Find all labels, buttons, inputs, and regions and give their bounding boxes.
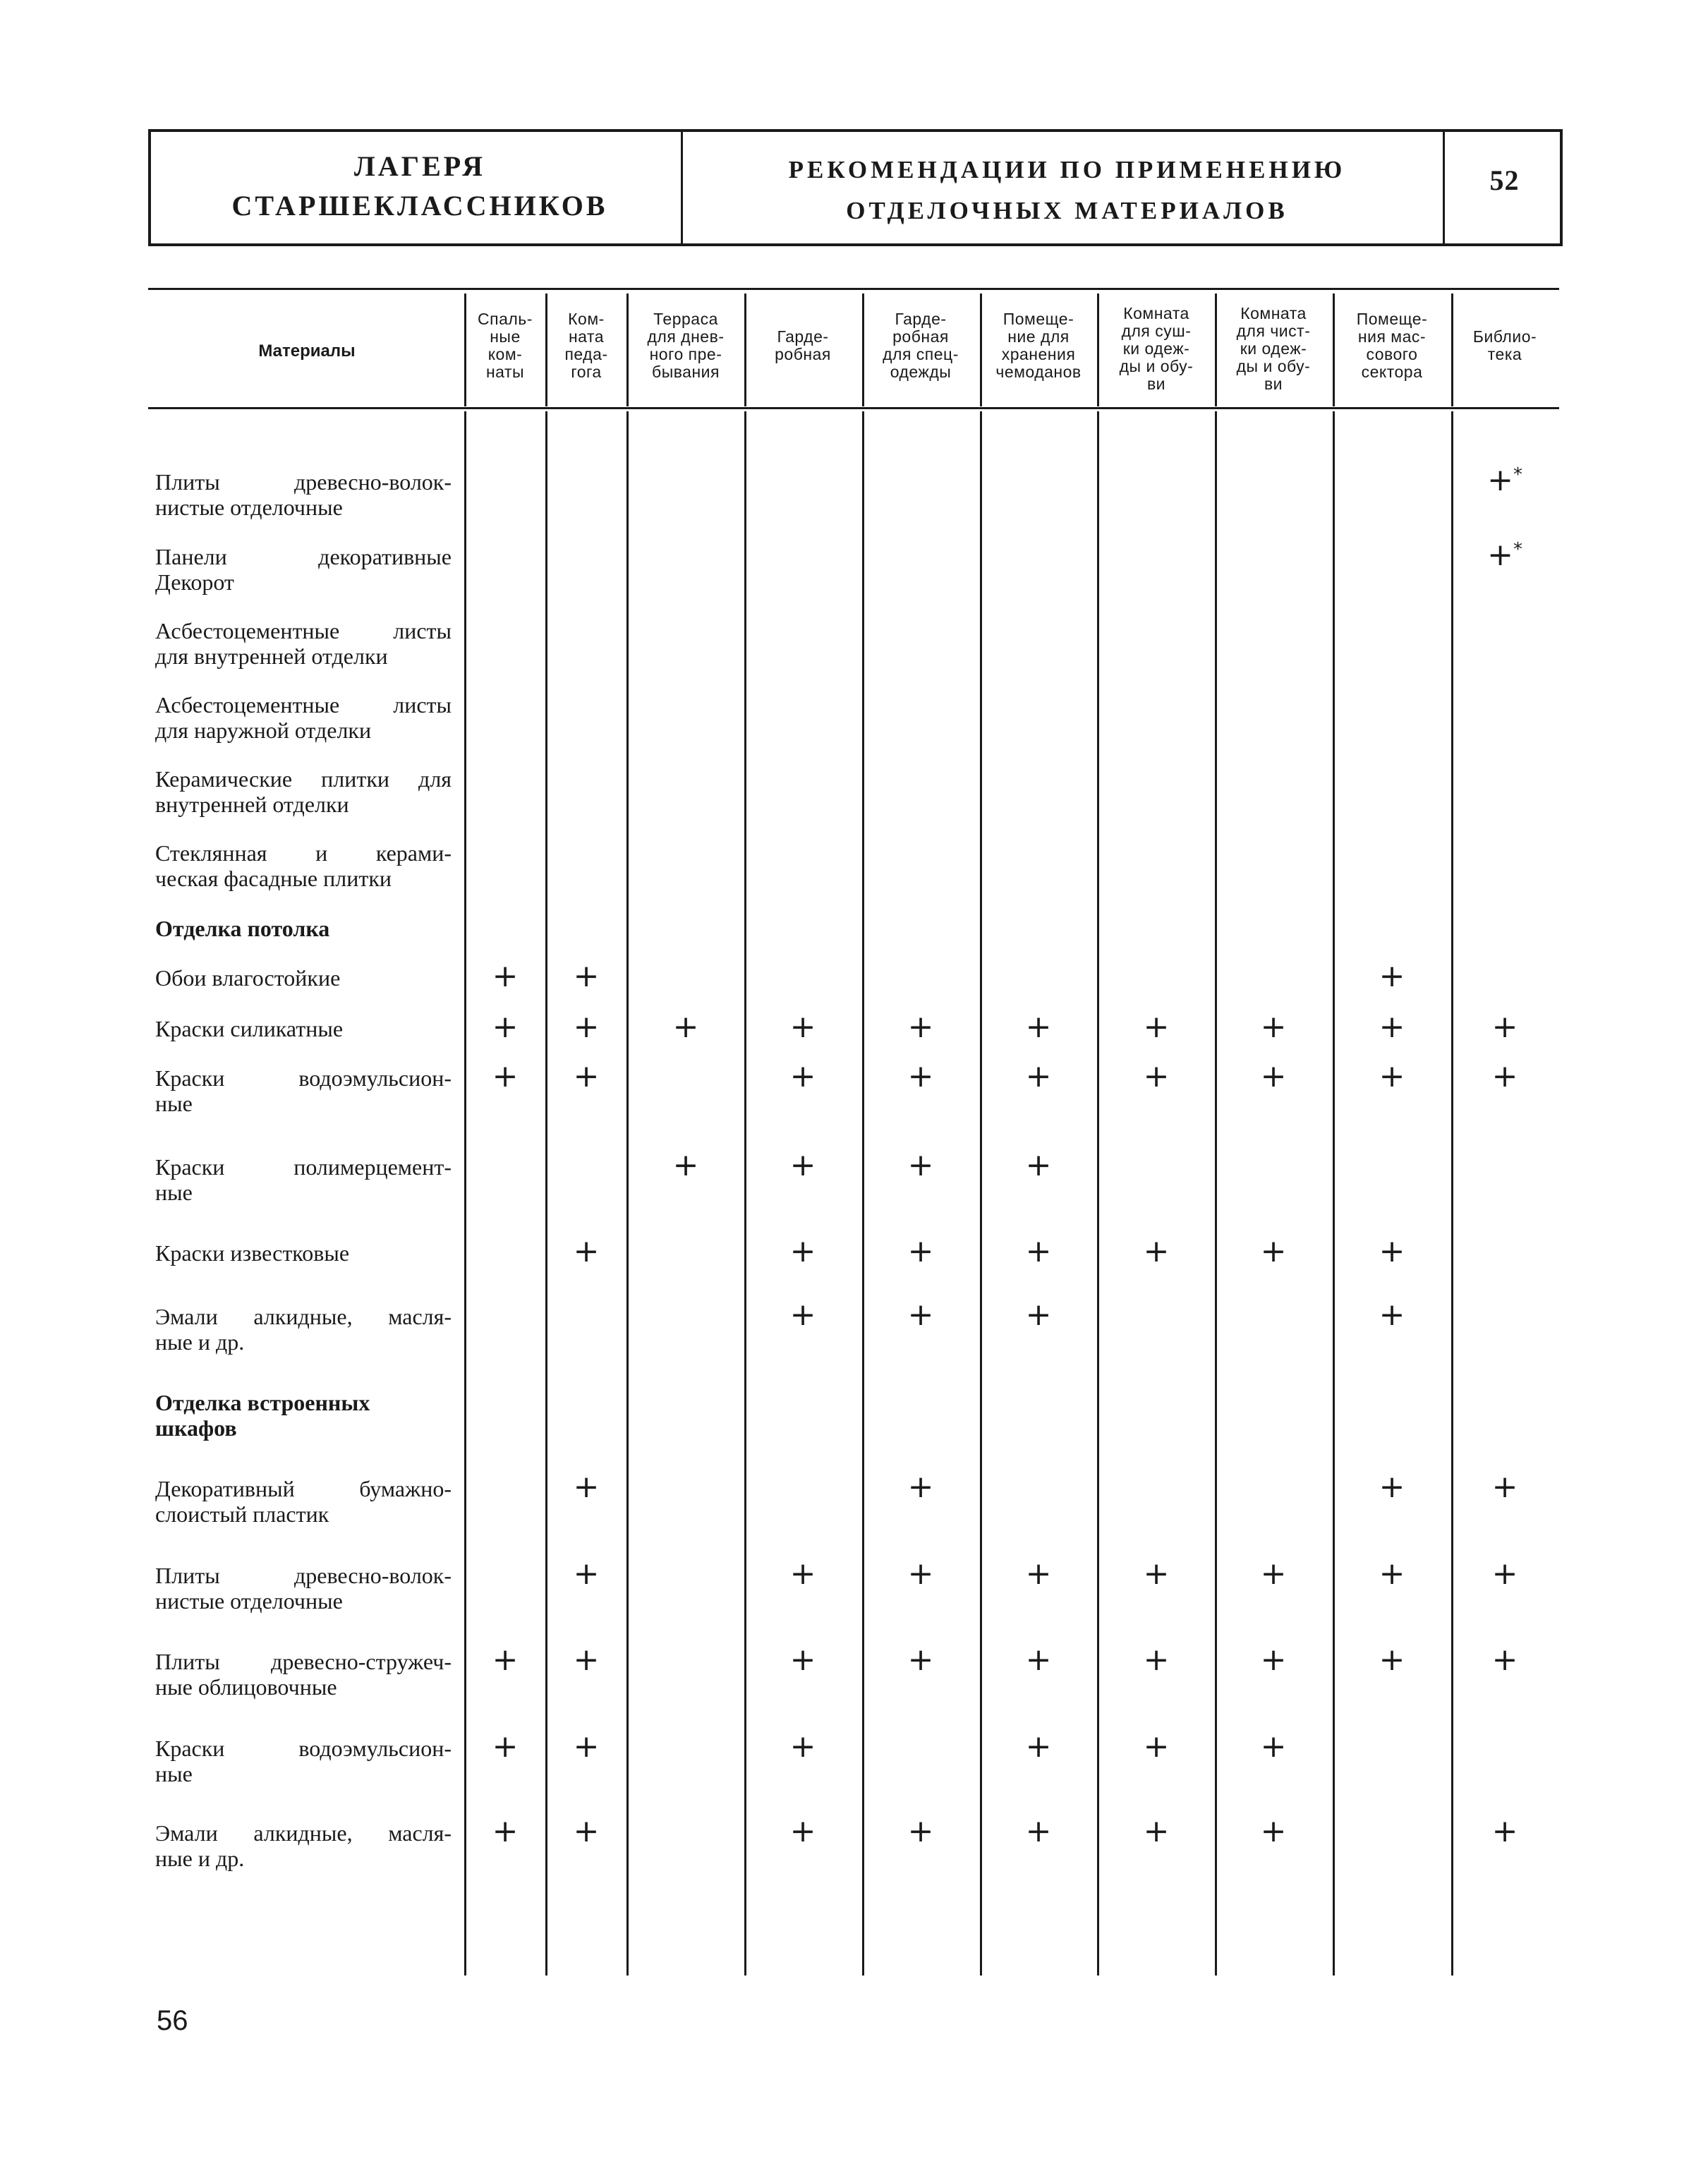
plus-sign: +	[492, 1058, 519, 1094]
column-header-line: Помеще-	[1003, 310, 1074, 328]
label-line: Отделка потолка	[155, 916, 330, 941]
column-header-line: ного пре-	[649, 345, 722, 363]
plus-sign: +	[1379, 1233, 1405, 1269]
column-header-line: педа-	[564, 345, 608, 363]
column-header-line: ви	[1264, 375, 1283, 393]
plus-sign: +	[789, 1642, 816, 1678]
header-rule-top	[148, 129, 1563, 132]
plus-sign: +	[1487, 537, 1513, 573]
material-name	[155, 1476, 452, 1527]
material-name	[155, 1240, 452, 1266]
label-line: Эмали алкидные, масля-	[155, 1820, 452, 1846]
plus-sign: +	[1379, 1297, 1405, 1333]
label-line: шкафов	[155, 1415, 237, 1441]
plus-sign: +	[1025, 1058, 1052, 1094]
column-header-line: ки одеж-	[1240, 339, 1307, 358]
recommended-mark	[1484, 1469, 1526, 1505]
label-line: ные	[155, 1761, 193, 1786]
body-column-divider	[1097, 411, 1099, 1976]
material-name	[155, 766, 452, 817]
label-line: Стеклянная и керами-	[155, 840, 452, 866]
plus-sign: +	[492, 1009, 519, 1045]
plus-sign: +	[789, 1556, 816, 1592]
sheet-number: 52	[1489, 164, 1520, 196]
column-header-line: для суш-	[1121, 322, 1192, 340]
column-header	[863, 310, 979, 381]
header-column-divider	[1451, 294, 1453, 406]
recommended-mark	[565, 1058, 607, 1094]
recommended-mark	[1371, 1469, 1413, 1505]
label-line: Керамические плитки для	[155, 766, 452, 792]
header-column-divider	[545, 294, 547, 406]
plus-sign: +	[1379, 1556, 1405, 1592]
section-title-line: СТАРШЕКЛАССНИКОВ	[231, 190, 608, 222]
plus-sign: +	[1260, 1642, 1287, 1678]
plus-sign: +	[492, 1729, 519, 1765]
material-name	[155, 840, 452, 891]
plus-sign: +	[907, 1058, 934, 1094]
recommended-mark	[1017, 1233, 1060, 1269]
plus-sign: +	[789, 1009, 816, 1045]
recommended-mark	[1017, 1729, 1060, 1765]
plus-sign: +	[1025, 1233, 1052, 1269]
plus-sign: +	[1491, 1469, 1518, 1505]
materials-column-header: Материалы	[258, 341, 356, 361]
recommended-mark	[782, 1297, 824, 1333]
body-column-divider	[862, 411, 864, 1976]
plus-sign: +	[672, 1009, 699, 1045]
plus-sign: +	[1143, 1556, 1170, 1592]
plus-sign: +	[573, 1556, 600, 1592]
column-header-line: наты	[485, 363, 525, 381]
plus-sign: +	[1143, 1233, 1170, 1269]
recommended-mark	[565, 1556, 607, 1592]
page-number: 56	[157, 2005, 188, 2036]
plus-sign: +	[1379, 1469, 1405, 1505]
material-name	[155, 692, 452, 743]
label-line: для внутренней отделки	[155, 643, 388, 669]
recommended-mark	[1017, 1297, 1060, 1333]
recommended-mark	[782, 1233, 824, 1269]
column-header-line: для днев-	[647, 327, 725, 346]
label-line: нистые отделочные	[155, 1588, 343, 1614]
body-column-divider	[464, 411, 466, 1976]
recommended-mark	[565, 1642, 607, 1678]
column-header-line: Терраса	[653, 310, 718, 328]
recommended-mark	[782, 1813, 824, 1849]
plus-sign: +	[907, 1556, 934, 1592]
recommended-mark	[484, 958, 526, 994]
plus-sign: +	[573, 1813, 600, 1849]
footnote-asterisk: *	[1513, 464, 1522, 485]
plus-sign: +	[1379, 1058, 1405, 1094]
recommended-mark	[782, 1009, 824, 1045]
plus-sign: +	[1379, 958, 1405, 994]
recommended-mark	[782, 1642, 824, 1678]
recommended-mark	[1484, 1556, 1526, 1592]
recommended-mark	[484, 1642, 526, 1678]
recommended-mark	[900, 1233, 942, 1269]
label-line: Краски силикатные	[155, 1016, 344, 1041]
column-header-line: робная	[892, 327, 949, 346]
plus-sign: +	[573, 1469, 600, 1505]
plus-sign: +	[907, 1469, 934, 1505]
column-header	[1452, 328, 1558, 363]
plus-sign: +	[907, 1233, 934, 1269]
recommended-mark	[900, 1642, 942, 1678]
footnote-asterisk: *	[1513, 539, 1522, 560]
label-line: Плиты древесно-волок-	[155, 1563, 452, 1588]
section-heading	[155, 916, 452, 941]
plus-sign: +	[789, 1729, 816, 1765]
table-rule-top	[148, 288, 1559, 290]
recommended-mark	[1371, 1642, 1413, 1678]
plus-sign: +	[907, 1813, 934, 1849]
recommended-mark	[484, 1813, 526, 1849]
plus-sign: +	[1487, 462, 1513, 498]
plus-sign: +	[1025, 1729, 1052, 1765]
body-column-divider	[1451, 411, 1453, 1976]
plus-sign: +	[1025, 1813, 1052, 1849]
plus-sign: +	[672, 1147, 699, 1183]
plus-sign: +	[907, 1009, 934, 1045]
recommended-mark	[900, 1469, 942, 1505]
recommended-mark	[565, 958, 607, 994]
column-header-line: ные	[490, 327, 521, 346]
plus-sign: +	[573, 1729, 600, 1765]
plus-sign: +	[907, 1147, 934, 1183]
section-heading	[155, 1390, 452, 1441]
material-name	[155, 1016, 452, 1041]
column-header-line: Комната	[1123, 304, 1189, 322]
column-header-line: Спаль-	[478, 310, 533, 328]
header-rule-right	[1560, 129, 1563, 246]
recommended-mark	[1017, 1556, 1060, 1592]
column-header	[547, 310, 626, 381]
recommended-mark	[565, 1813, 607, 1849]
header-column-divider	[626, 294, 629, 406]
plus-sign: +	[573, 1233, 600, 1269]
column-header-line: ки одеж-	[1122, 339, 1190, 358]
column-header-line: для спец-	[883, 345, 959, 363]
recommended-mark	[900, 1058, 942, 1094]
label-line: слоистый пластик	[155, 1501, 329, 1527]
recommended-mark	[484, 1729, 526, 1765]
plus-sign: +	[907, 1297, 934, 1333]
column-header-line: хранения	[1001, 345, 1076, 363]
body-column-divider	[980, 411, 982, 1976]
recommended-mark	[900, 1147, 942, 1183]
header-column-divider	[1215, 294, 1217, 406]
plus-sign: +	[1260, 1009, 1287, 1045]
label-line: ные	[155, 1180, 193, 1205]
label-line: Краски полимерцемент-	[155, 1154, 452, 1180]
recommended-mark	[1484, 1058, 1526, 1094]
plus-sign: +	[1143, 1813, 1170, 1849]
column-header-line: Помеще-	[1356, 310, 1428, 328]
plus-sign: +	[1025, 1556, 1052, 1592]
recommended-mark	[1484, 462, 1526, 499]
plus-sign: +	[789, 1813, 816, 1849]
plus-sign: +	[1260, 1729, 1287, 1765]
plus-sign: +	[492, 958, 519, 994]
plus-sign: +	[492, 1642, 519, 1678]
label-line: для наружной отделки	[155, 718, 372, 743]
material-name	[155, 1649, 452, 1700]
plus-sign: +	[1025, 1009, 1052, 1045]
plus-sign: +	[1491, 1556, 1518, 1592]
recommended-mark	[782, 1556, 824, 1592]
column-header	[466, 310, 545, 381]
header-column-divider	[744, 294, 746, 406]
label-line: ные и др.	[155, 1846, 245, 1871]
plus-sign: +	[1025, 1297, 1052, 1333]
header-column-divider	[1097, 294, 1099, 406]
column-header-line: одежды	[890, 363, 952, 381]
label-line: Эмали алкидные, масля-	[155, 1304, 452, 1329]
label-line: Отделка встроенных	[155, 1390, 370, 1415]
recommended-mark	[1017, 1009, 1060, 1045]
plus-sign: +	[573, 958, 600, 994]
header-column-divider	[1333, 294, 1335, 406]
material-name	[155, 618, 452, 669]
recommended-mark	[782, 1147, 824, 1183]
header-rule-left	[148, 129, 151, 246]
label-line: внутренней отделки	[155, 792, 349, 817]
recommended-mark	[1252, 1642, 1295, 1678]
plus-sign: +	[1260, 1813, 1287, 1849]
plus-sign: +	[492, 1813, 519, 1849]
recommended-mark	[1252, 1058, 1295, 1094]
plus-sign: +	[1379, 1009, 1405, 1045]
plus-sign: +	[1260, 1556, 1287, 1592]
material-name	[155, 1154, 452, 1205]
plus-sign: +	[789, 1147, 816, 1183]
material-name	[155, 1563, 452, 1614]
label-line: ные и др.	[155, 1329, 245, 1355]
column-header-line: робная	[775, 345, 831, 363]
material-name	[155, 1065, 452, 1116]
recommended-mark	[1484, 1813, 1526, 1849]
recommended-mark	[1371, 1058, 1413, 1094]
recommended-mark	[484, 1058, 526, 1094]
material-name	[155, 1820, 452, 1871]
plus-sign: +	[573, 1058, 600, 1094]
label-line: ные	[155, 1091, 193, 1116]
recommended-mark	[565, 1469, 607, 1505]
plus-sign: +	[907, 1642, 934, 1678]
plus-sign: +	[1491, 1009, 1518, 1045]
label-line: Панели декоративные	[155, 544, 452, 569]
label-line: Краски известковые	[155, 1240, 350, 1266]
recommended-mark	[1252, 1813, 1295, 1849]
plus-sign: +	[789, 1058, 816, 1094]
plus-sign: +	[1143, 1009, 1170, 1045]
header-column-divider	[464, 294, 466, 406]
document-title-line: ОТДЕЛОЧНЫХ МАТЕРИАЛОВ	[846, 197, 1288, 224]
label-line: Асбестоцементные листы	[155, 618, 452, 643]
recommended-mark	[565, 1009, 607, 1045]
plus-sign: +	[1025, 1147, 1052, 1183]
table-rule-header-bottom	[148, 407, 1559, 409]
column-header-line: Гарде-	[895, 310, 947, 328]
recommended-mark	[484, 1009, 526, 1045]
section-title-line: ЛАГЕРЯ	[353, 150, 486, 182]
plus-sign: +	[1143, 1642, 1170, 1678]
recommended-mark	[1252, 1729, 1295, 1765]
column-header-line: ды и обу-	[1236, 357, 1311, 375]
column-header-line: ния мас-	[1357, 327, 1427, 346]
material-name	[155, 469, 452, 520]
plus-sign: +	[1143, 1729, 1170, 1765]
recommended-mark	[1135, 1642, 1177, 1678]
recommended-mark	[1371, 1009, 1413, 1045]
recommended-mark	[1135, 1729, 1177, 1765]
material-name	[155, 1736, 452, 1786]
column-header-line: для чист-	[1236, 322, 1311, 340]
recommended-mark	[782, 1058, 824, 1094]
recommended-mark	[900, 1813, 942, 1849]
column-header-line: тека	[1487, 345, 1522, 363]
column-header-line: Библио-	[1472, 327, 1537, 346]
recommended-mark	[565, 1729, 607, 1765]
column-header-line: ком-	[487, 345, 523, 363]
column-header-line: ната	[568, 327, 605, 346]
document-title-line: РЕКОМЕНДАЦИИ ПО ПРИМЕНЕНИЮ	[788, 156, 1346, 183]
recommended-mark	[1371, 958, 1413, 994]
label-line: Декоративный бумажно-	[155, 1476, 452, 1501]
recommended-mark	[1017, 1813, 1060, 1849]
recommended-mark	[1371, 1233, 1413, 1269]
plus-sign: +	[789, 1297, 816, 1333]
plus-sign: +	[573, 1009, 600, 1045]
label-line: Асбестоцементные листы	[155, 692, 452, 718]
header-rule-bottom	[148, 243, 1563, 246]
column-header	[1098, 305, 1214, 393]
plus-sign: +	[1025, 1642, 1052, 1678]
body-column-divider	[744, 411, 746, 1976]
column-header-line: гога	[571, 363, 602, 381]
label-line: Краски водоэмульсион-	[155, 1065, 452, 1091]
plus-sign: +	[573, 1642, 600, 1678]
material-name	[155, 965, 452, 991]
recommended-mark	[1135, 1813, 1177, 1849]
label-line: Плиты древесно-стружеч-	[155, 1649, 452, 1674]
plus-sign: +	[1491, 1642, 1518, 1678]
column-header	[1216, 305, 1331, 393]
recommended-mark	[1017, 1642, 1060, 1678]
plus-sign: +	[1379, 1642, 1405, 1678]
recommended-mark	[900, 1297, 942, 1333]
column-header-line: бывания	[652, 363, 720, 381]
body-column-divider	[1333, 411, 1335, 1976]
plus-sign: +	[789, 1233, 816, 1269]
recommended-mark	[900, 1556, 942, 1592]
recommended-mark	[1135, 1556, 1177, 1592]
section-title	[152, 147, 688, 226]
recommended-mark	[665, 1009, 707, 1045]
column-header-line: ды и обу-	[1119, 357, 1194, 375]
recommended-mark	[1252, 1233, 1295, 1269]
recommended-mark	[1135, 1233, 1177, 1269]
column-header-line: Комната	[1240, 304, 1307, 322]
recommended-mark	[782, 1729, 824, 1765]
body-column-divider	[1215, 411, 1217, 1976]
plus-sign: +	[1260, 1233, 1287, 1269]
recommended-mark	[1484, 1642, 1526, 1678]
column-header-line: Ком-	[568, 310, 605, 328]
column-header-line: ние для	[1007, 327, 1070, 346]
label-line: ные облицовочные	[155, 1674, 337, 1700]
column-header	[745, 328, 861, 363]
column-header-line: Гарде-	[777, 327, 829, 346]
recommended-mark	[1371, 1556, 1413, 1592]
label-line: Плиты древесно-волок-	[155, 469, 452, 495]
recommended-mark	[1484, 537, 1526, 574]
column-header	[981, 310, 1096, 381]
recommended-mark	[1252, 1556, 1295, 1592]
recommended-mark	[1252, 1009, 1295, 1045]
recommended-mark	[1135, 1058, 1177, 1094]
column-header-line: чемоданов	[995, 363, 1082, 381]
column-header-line: ви	[1146, 375, 1166, 393]
recommended-mark	[1371, 1297, 1413, 1333]
recommended-mark	[1484, 1009, 1526, 1045]
recommended-mark	[1017, 1147, 1060, 1183]
body-column-divider	[545, 411, 547, 1976]
label-line: Обои влагостойкие	[155, 965, 341, 991]
label-line: Краски водоэмульсион-	[155, 1736, 452, 1761]
label-line: нистые отделочные	[155, 495, 343, 520]
header-column-divider	[980, 294, 982, 406]
recommended-mark	[1135, 1009, 1177, 1045]
plus-sign: +	[1491, 1058, 1518, 1094]
document-title	[684, 150, 1450, 231]
body-column-divider	[626, 411, 629, 1976]
column-header	[1334, 310, 1450, 381]
recommended-mark	[565, 1233, 607, 1269]
header-column-divider	[862, 294, 864, 406]
column-header-line: сового	[1366, 345, 1418, 363]
recommended-mark	[1017, 1058, 1060, 1094]
column-header-line: сектора	[1361, 363, 1423, 381]
column-header	[628, 310, 744, 381]
plus-sign: +	[1260, 1058, 1287, 1094]
recommended-mark	[665, 1147, 707, 1183]
plus-sign: +	[1143, 1058, 1170, 1094]
plus-sign: +	[1491, 1813, 1518, 1849]
label-line: ческая фасадные плитки	[155, 866, 392, 891]
material-name	[155, 544, 452, 595]
recommended-mark	[900, 1009, 942, 1045]
material-name	[155, 1304, 452, 1355]
label-line: Декорот	[155, 569, 234, 595]
